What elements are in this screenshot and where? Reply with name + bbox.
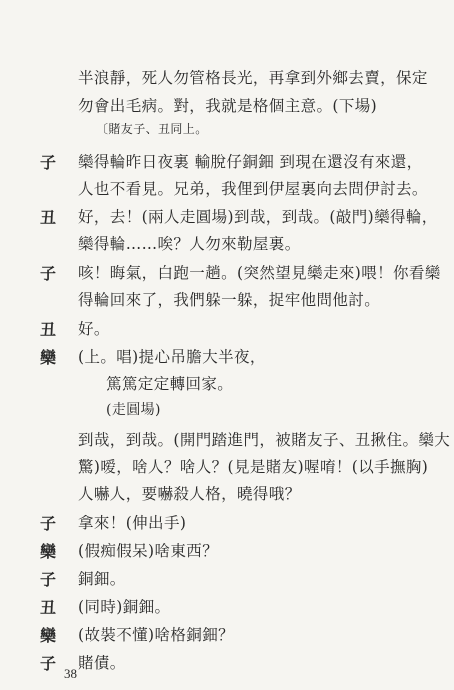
text-line-18: (假痴假呆)啥東西？ <box>78 542 219 560</box>
text-line-4: 欒得輪昨日夜裏 輸脫仔銅鈿 到現在還沒有來還， <box>78 153 423 171</box>
speaker-label: 欒 <box>40 542 57 561</box>
speaker-label: 欒 <box>40 626 57 645</box>
text-line-19: 銅鈿。 <box>78 570 126 588</box>
speaker-label: 欒 <box>40 348 57 367</box>
text-line-8: 咳！晦氣，白跑一趟。(突然望見欒走來)喂！你看欒 <box>78 264 441 282</box>
text-line-21: (故裝不懂)啥格銅鈿？ <box>78 626 234 644</box>
text-line-17: 拿來！(伸出手) <box>78 514 187 532</box>
text-line-1: 半浪靜，死人勿管格長光，再拿到外鄉去賣，保定 <box>78 69 428 87</box>
speaker-label: 丑 <box>40 320 57 339</box>
text-line-22: 賭債。 <box>78 654 126 672</box>
text-line-11: (上。唱)提心吊膽大半夜， <box>78 348 266 366</box>
speaker-label: 丑 <box>40 208 57 227</box>
speaker-label: 子 <box>40 570 57 589</box>
text-line-7: 欒得輪……唉？人勿來勒屋裏。 <box>78 235 301 253</box>
speaker-label: 子 <box>40 654 57 673</box>
text-line-9: 得輪回來了，我們躲一躲，捉牢他問他討。 <box>78 291 381 309</box>
text-line-10: 好。 <box>78 320 110 338</box>
speaker-label: 丑 <box>40 598 57 617</box>
stage-direction: (走圓場) <box>106 402 161 418</box>
text-line-5: 人也不看見。兄弟，我俚到伊屋裏向去問伊討去。 <box>78 180 428 198</box>
speaker-label: 子 <box>40 264 57 283</box>
speaker-label: 子 <box>40 153 57 172</box>
text-line-12: 篤篤定定轉回家。 <box>106 375 234 393</box>
text-line-2: 勿會出毛病。對，我就是格個主意。(下場) <box>78 97 378 115</box>
text-line-6: 好，去！(兩人走圓場)到哉，到哉。(敲門)欒得輪， <box>78 208 438 226</box>
text-line-20: (同時)銅鈿。 <box>78 598 171 616</box>
text-line-15: 驚)嗳，啥人？啥人？(見是賭友)喔唷！(以手撫胸) <box>78 458 429 476</box>
text-line-16: 人嚇人，要嚇殺人格，曉得哦？ <box>78 485 301 503</box>
stage-direction-entrance: 〔賭友子、丑同上。 <box>96 122 208 136</box>
page-number: 38 <box>64 666 77 681</box>
text-line-14: 到哉，到哉。(開門踏進門，被賭友子、丑揪住。欒大 <box>78 431 451 449</box>
speaker-label: 子 <box>40 514 57 533</box>
